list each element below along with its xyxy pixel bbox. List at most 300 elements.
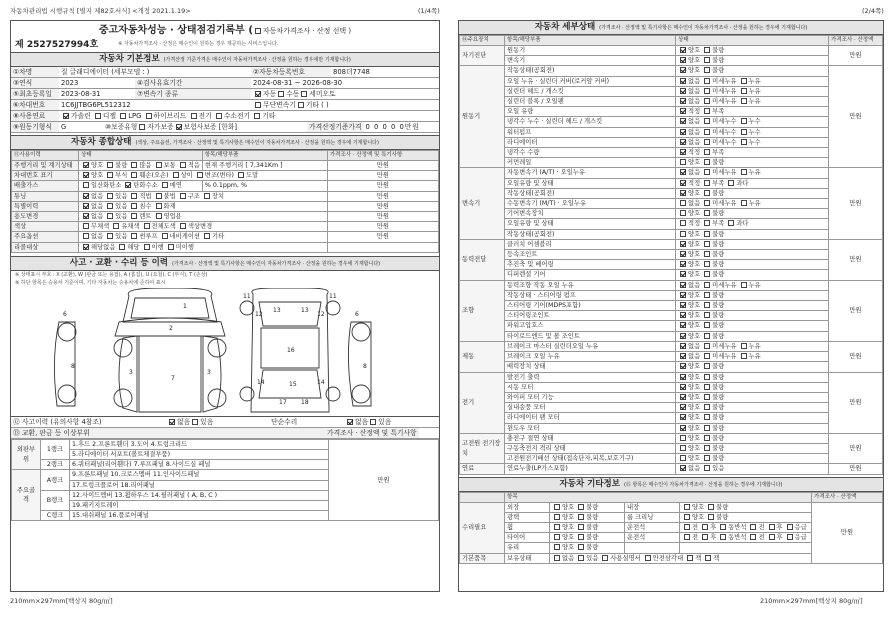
table-row: 자기진단 원동기 양호 불량 만원 xyxy=(460,46,883,56)
checkbox[interactable] xyxy=(680,353,686,359)
checkbox[interactable] xyxy=(144,223,150,229)
detail-table: ⑭주요장치 항목/해당부품 상태 가격조사 · 산정액 자기진단 원동기 양호 불량 만원 변속기 양호 불량 원동기 작동상태(공회전) 양호 불량 만원 오일 누유 · 실린더 커버(로커암 커버) 없음 미세누유 누유 실린더 헤드 / 개스킷 없음 미세누유 누유 실린더 블록 / 오일팬 없음 미세누유 누유 오일 유량 적정 부족 냉각수 누수 · 실린더 헤드 / 개스킷 없음 미세누수 누수 워터펌프 없음 미세누수 누수 라디에이터 없음 미세누수 누수 냉각수 수량 적정 부족 커먼레일 양호 불량 변속기 자동변속기 (A/T) · 오일누유 없음 미세누유 누유 만원 오일유량 및 상태 적정 부족 과다 작동상태(공회전) 양호 불량 수동변속기 (M/T) · 오일누유 없음 미세누유 누유 기어변속장치 양호 불량 오일유량 및 상태 적정 부족 과다 작동상태(공회전) 양호 불량 동력전달 클러치 어셈블리 양호 불량 만원 등속조인트 양호 불량 추진축 및 베어링 양호 불량 디퍼렌셜 기어 양호 불량 조향 동력조향 작동 오일 누유 없음 미세누유 누유 만원 작동상태 · 스티어링 펌프 양호 불량 스티어링 기어(MDPS포함) 양호 불량 스티어링조인트 양호 불량 파워고압호스 양호 불량 타이로드엔드 및 볼 조인트 양호 불량 제동 브레이크 마스터 실린더오일 누유 없음 미세누유 누유 만원 브레이크 오일 누유 없음 미세누유 누유 배력장치 상태 양호 불량 전기 발전기 출력 양호 불량 만원 시동 모터 양호 불량 와이퍼 모터 기능 양호 불량 실내송풍 모터 양호 불량 라디에이터 팬 모터 양호 불량 윈도우 모터 양호 불량 고전원 전기장치 충전구 절연 상태 양호 불량 만원 구동축전지 격리 상태 양호 불량 고전원전기배선 상태(접속단자,피복,보호기구) 양호 불량 연료 연료누출(LP가스포함) 없음 있음 만원 xyxy=(459,35,883,475)
accident-history-label: ⑫ 사고이력 (유의사항 4참조) xyxy=(13,417,102,426)
checkbox[interactable] xyxy=(680,47,686,53)
checkbox[interactable] xyxy=(83,193,89,199)
checkbox[interactable] xyxy=(554,544,560,550)
checkbox[interactable] xyxy=(680,118,686,124)
checkbox[interactable] xyxy=(720,524,726,530)
checkbox[interactable] xyxy=(704,67,710,73)
checkbox[interactable] xyxy=(680,129,686,135)
checkbox[interactable] xyxy=(645,555,651,561)
table-row: 오일유량 및 상태 적정 부족 과다 xyxy=(460,219,883,229)
table-row: 오일 유량 적정 부족 xyxy=(460,107,883,117)
checkbox[interactable] xyxy=(255,28,261,34)
checkbox[interactable] xyxy=(680,445,686,451)
checkbox[interactable] xyxy=(680,312,686,318)
section-title: 사고 · 교환 · 수리 등 이력 xyxy=(69,257,168,268)
checkbox[interactable] xyxy=(131,172,137,178)
checkbox[interactable] xyxy=(704,384,710,390)
legend-text: ※ 상태표시 부호 : X (교환), W (판금 또는 용접), A (흠집), U (요철), C (부식), T (손상) xyxy=(15,271,208,278)
checkbox[interactable] xyxy=(578,524,584,530)
table-row: 수리필요 외장 양호 불량 내장 양호 불량 만원 xyxy=(460,502,883,512)
checkbox[interactable] xyxy=(680,271,686,277)
checkbox[interactable] xyxy=(578,544,584,550)
checkbox[interactable] xyxy=(741,169,747,175)
table-row: 라디에이터 없음 미세누수 누수 xyxy=(460,137,883,147)
checkbox[interactable] xyxy=(131,213,137,219)
section-note: (색상, 주요옵션, 가격조사 · 산정액 및 특기사항은 매수인이 자동차가격조사 · 산정을 원하는 경우에 기재합니다) xyxy=(135,140,379,146)
value: 2023-08-31 xyxy=(61,90,101,98)
svg-text:8: 8 xyxy=(363,362,367,370)
svg-text:17: 17 xyxy=(279,398,287,406)
checkbox[interactable] xyxy=(146,113,152,119)
table-row: 브레이크 오일 누유 없음 미세누유 누유 xyxy=(460,352,883,362)
checkbox[interactable] xyxy=(238,172,244,178)
checkbox[interactable] xyxy=(162,182,168,188)
checkbox[interactable] xyxy=(704,322,710,328)
checkbox[interactable] xyxy=(680,98,686,104)
table-row: 변속기 양호 불량 xyxy=(460,56,883,66)
checkbox[interactable] xyxy=(83,172,89,178)
fuel-option: 전기 xyxy=(198,112,212,120)
checkbox[interactable] xyxy=(578,514,584,520)
section-title: 자동차 기본정보 xyxy=(99,54,160,64)
table-row: 스티어링조인트 양호 불량 xyxy=(460,311,883,321)
checkbox[interactable] xyxy=(741,78,747,84)
notice-text: ※ 자동차가격조사 · 산정은 매수인이 원하는 경우 제공하는 서비스입니다. xyxy=(118,41,279,47)
checkbox[interactable] xyxy=(704,47,710,53)
checkbox[interactable] xyxy=(704,465,710,471)
checkbox[interactable] xyxy=(278,91,284,97)
checkbox[interactable] xyxy=(120,113,126,119)
checkbox[interactable] xyxy=(704,455,710,461)
checkbox[interactable] xyxy=(180,193,186,199)
value: 2024-08-31 ~ 2026-08-30 xyxy=(253,79,343,87)
svg-text:3: 3 xyxy=(207,368,211,376)
section-title: 자동차 세부상태 xyxy=(534,22,596,32)
checkbox[interactable] xyxy=(680,139,686,145)
checkbox[interactable] xyxy=(680,425,686,431)
checkbox[interactable] xyxy=(704,78,710,84)
table-row: 광택 양호 불량 룸 크리닝 양호 불량 xyxy=(460,512,883,522)
checkbox[interactable] xyxy=(168,244,174,250)
section-title: 자동차 기타정보 xyxy=(559,478,620,489)
checkbox[interactable] xyxy=(680,190,686,196)
checkbox[interactable] xyxy=(680,414,686,420)
checkbox[interactable] xyxy=(156,213,162,219)
checkbox[interactable] xyxy=(680,363,686,369)
checkbox[interactable] xyxy=(704,231,710,237)
checkbox[interactable] xyxy=(704,271,710,277)
checkbox[interactable] xyxy=(704,445,710,451)
table-row: 시동 모터 양호 불량 xyxy=(460,382,883,392)
checkbox[interactable] xyxy=(83,213,89,219)
svg-text:8: 8 xyxy=(71,362,75,370)
fuel-options xyxy=(59,111,277,121)
fuel-option: 하이브리드 xyxy=(153,112,187,120)
checkbox[interactable] xyxy=(704,129,710,135)
checkbox[interactable] xyxy=(750,534,756,540)
table-row: 수동변속기 (M/T) · 오일누유 없음 미세누유 누유 xyxy=(460,199,883,209)
table-row: 리콜대상 해당없음 해당 이행 미이행 xyxy=(12,242,439,252)
checkbox[interactable] xyxy=(680,169,686,175)
checkbox[interactable] xyxy=(301,91,307,97)
checkbox[interactable] xyxy=(107,233,113,239)
section-note: (⑮ 항목은 매수인이 자동차가격조사 · 산정을 원하는 경우에 기재합니다) xyxy=(623,481,783,488)
checkbox[interactable] xyxy=(63,113,69,119)
table-row: 주행거리 및 계기상태 양호 불량 많음 보통 적음 현재 주행거리 [ 7,341Km ] 만원 xyxy=(12,161,439,171)
checkbox[interactable] xyxy=(704,220,710,226)
checkbox[interactable] xyxy=(704,343,710,349)
checkbox[interactable] xyxy=(704,200,710,206)
page-1: 중고자동차성능 · 상태점검기록부 ( 자동차가격조사 · 산정 선택 ) 제 2527527994호 ※ 자동차가격조사 · 산정은 매수인이 원하는 경우 제공하는 서비스입니다. 자동차 기본정보 (가격산정 기준가격은 매수인이 자동차가격조사 · 산정을 원하는 경우에만 기재합니다) ①차명 질 글래디에이터 (세부모델 : ) ②자동차등록번호 808더7748 ③연식 2023 ④검사유효기간 2024-08-31 ~ 2026-08-30 ⑤최초등록일 2023-08-31 ⑦변속기 종류 자동 수동 세미오토 ⑥차대번호 1C6JJTBG6PL512312 무단변속기 기타 ( ) ⑧사용연료 가솔린 디젤 LPG 하이브리드 전기 수소전기 기타 ⑨원동기형식 G ⑩보증유형 자가보증 보험사보증 [한화] 가격산정기준가격 0 0 0 0 0만원 자동차 종합상태 (색상, 주요옵션, 가격조사 · 산정액 및 특기사항은 매수인이 자동차가격조사 · 산정을 원하는 경우에 기재합니다) ⑪사용이력 상태 항목/해당부품 가격조사 · 산정액 및 특기사항 주행거리 및 계기상태 양호 불량 많음 보통 적음 현재 주행거리 [ 7,341Km ] 만원 차대번호 표기 양호 부식 훼손(오손) 상이 변조(변타) 도말 만원 배출가스 일산화탄소 탄화수소 매연 % 0.1ppm, % 만원 튜닝 없음 있음 적법 불법 구조 장치 만원 특별이력 없음 있음 침수 화재 만원 용도변경 없음 있음 렌트 영업용 만원 색상 무채색 유채색 전체도색 색상변경 만원 주요옵션 없음 있음 썬루프 네비게이션 기타 만원 리콜대상 해당없음 해당 이행 미이행 사고 · 교환 · 수리 등 이력 (가격조사 · 산정액 및 특기사항은 매수인이 자동차가격조사 · 산정을 원하는 경우에 기재합니다) ※ 상태표시 부호 : X (교환), W (판금 또는 용접), A (흠집), U (요철), C (부식), T (손상) ※ 하단 항목은 승용차 기준이며, 기타 자동차는 승용차에 준하여 표시 1 2 7 3 3 11 11 12 12 13 13 16 15 17 18 14 14 8 8 6 6 ⑫ 사고이력 (유의사항 4참조) 없음 있음 단순수리 없음 있음 ⑬ 교환, 판금 등 이상부위 가격조사 · 산정액 및 특기사항 외판부위 1랭크 1.후드 2.프론트휀더 3.도어 4.트렁크리드 만원 5.라디에이터 서포트(볼트체결부품) 2랭크 6.쿼터패널(리어휀다) 7.루프패널 8.사이드실 패널 주요골격 A랭크 9.프론트패널 10.크로스멤버 11.인사이드패널 17.트렁크플로어 18.리어패널 B랭크 12.사이드멤버 13.휠하우스 14.필러패널 ( A, B, C ) 19.패키지트레이 C랭크 15.대쉬패널 16.플로어패널 xyxy=(10,20,440,592)
checkbox[interactable] xyxy=(684,524,690,530)
checkbox[interactable] xyxy=(741,353,747,359)
label: ⑤최초등록일 xyxy=(11,89,59,99)
checkbox[interactable] xyxy=(680,251,686,257)
table-row: 용도변경 없음 있음 렌트 영업용 만원 xyxy=(12,212,439,222)
table-row: 타이어 양호 불량 운전석 전 후 동반석 전 후 응급 xyxy=(460,533,883,543)
table-row: 변속기 자동변속기 (A/T) · 오일누유 없음 미세누유 누유 만원 xyxy=(460,168,883,178)
checkbox[interactable] xyxy=(95,113,101,119)
car-diagram xyxy=(11,288,439,416)
checkbox[interactable] xyxy=(680,57,686,63)
fuel-option: 수소전기 xyxy=(223,112,251,120)
checkbox[interactable] xyxy=(139,124,145,130)
parts-table: 외판부위 1랭크 1.후드 2.프론트휀더 3.도어 4.트렁크리드 만원 5.라디에이터 서포트(볼트체결부품) 2랭크 6.쿼터패널(리어휀다) 7.루프패널 8.사이드실 패널 주요골격 A랭크 9.프론트패널 10.크로스멤버 11.인사이드패널 17.트렁크플로어 18.리어패널 B랭크 12.사이드멤버 13.휠하우스 14.필러패널 ( A, B, C ) 19.패키지트레이 C랭크 15.대쉬패널 16.플로어패널 xyxy=(11,439,439,522)
svg-text:14: 14 xyxy=(317,378,325,386)
checkbox[interactable] xyxy=(708,514,714,520)
checkbox[interactable] xyxy=(741,129,747,135)
checkbox[interactable] xyxy=(156,162,162,168)
checkbox[interactable] xyxy=(741,200,747,206)
checkbox[interactable] xyxy=(255,91,261,97)
checkbox[interactable] xyxy=(702,524,708,530)
checkbox[interactable] xyxy=(741,282,747,288)
checkbox[interactable] xyxy=(204,193,210,199)
table-row: 고전원전기배선 상태(접속단자,피복,보호기구) 양호 불량 xyxy=(460,454,883,464)
checkbox[interactable] xyxy=(83,203,89,209)
status-table: ⑪사용이력 상태 항목/해당부품 가격조사 · 산정액 및 특기사항 주행거리 및 계기상태 양호 불량 많음 보통 적음 현재 주행거리 [ 7,341Km ] 만원 차대번호 표기 양호 부식 훼손(오손) 상이 변조(변타) 도말 만원 배출가스 일산화탄소 탄화수소 매연 % 0.1ppm, % 만원 튜닝 없음 있음 적법 불법 구조 장치 만원 특별이력 없음 있음 침수 화재 만원 용도변경 없음 있음 렌트 영업용 만원 색상 무채색 유채색 전체도색 색상변경 만원 주요옵션 없음 있음 썬루프 네비게이션 기타 만원 리콜대상 해당없음 해당 이행 미이행 xyxy=(11,150,439,253)
label: ③연식 xyxy=(11,78,59,88)
checkbox[interactable] xyxy=(578,534,584,540)
svg-text:7: 7 xyxy=(171,374,175,382)
checkbox[interactable] xyxy=(680,261,686,267)
checkbox[interactable] xyxy=(680,159,686,165)
label: ①차명 xyxy=(11,67,59,77)
value: 1C6JJTBG6PL512312 xyxy=(61,101,131,109)
checkbox[interactable] xyxy=(107,162,113,168)
section-note: (가격조사 · 산정액 및 특기사항은 매수인이 자동차가격조사 · 산정을 원하는 경우에 기재합니다) xyxy=(172,260,381,267)
checkbox[interactable] xyxy=(107,193,113,199)
table-row: 등속조인트 양호 불량 xyxy=(460,250,883,260)
table-row: 특별이력 없음 있음 침수 화재 만원 xyxy=(12,201,439,211)
etc-table: 항목 가격조사 · 산정액 수리필요 외장 양호 불량 내장 양호 불량 만원 광택 양호 불량 룸 크리닝 양호 불량 휠 양호 불량 운전석 전 후 동반석 전 후 응급 타이어 양호 불량 운전석 전 후 동반석 전 후 응급 유리 양호 불량 기본품목 보유상태 없음 있음 사용설명서 안전삼각대 잭 잭 xyxy=(459,492,883,564)
page-2 xyxy=(458,20,884,592)
checkbox[interactable] xyxy=(704,241,710,247)
table-row: 작동상태 · 스티어링 펌프 양호 불량 xyxy=(460,290,883,300)
table-row: 작동상태(공회전) 양호 불량 xyxy=(460,188,883,198)
svg-text:12: 12 xyxy=(317,310,325,318)
checkbox[interactable] xyxy=(704,394,710,400)
checkbox[interactable] xyxy=(680,78,686,84)
simple-repair-label: 단순수리 xyxy=(271,417,298,426)
checkbox[interactable] xyxy=(741,98,747,104)
checkbox[interactable] xyxy=(554,534,560,540)
checkbox[interactable] xyxy=(680,322,686,328)
table-row: 와이퍼 모터 기능 양호 불량 xyxy=(460,392,883,402)
checkbox[interactable] xyxy=(680,241,686,247)
checkbox[interactable] xyxy=(680,465,686,471)
checkbox[interactable] xyxy=(680,210,686,216)
checkbox[interactable] xyxy=(578,504,584,510)
checkbox[interactable] xyxy=(347,419,353,425)
svg-text:13: 13 xyxy=(301,306,309,314)
value: 2023 xyxy=(61,79,79,87)
checkbox[interactable] xyxy=(750,524,756,530)
checkbox[interactable] xyxy=(180,223,186,229)
checkbox[interactable] xyxy=(107,203,113,209)
checkbox[interactable] xyxy=(83,244,89,250)
table-row: 전기 발전기 출력 양호 불량 만원 xyxy=(460,372,883,382)
checkbox[interactable] xyxy=(741,139,747,145)
checkbox[interactable] xyxy=(680,88,686,94)
svg-text:18: 18 xyxy=(301,398,309,406)
checkbox[interactable] xyxy=(704,363,710,369)
checkbox[interactable] xyxy=(720,534,726,540)
checkbox[interactable] xyxy=(83,223,89,229)
checkbox[interactable] xyxy=(787,534,793,540)
table-row: 파워고압호스 양호 불량 xyxy=(460,321,883,331)
checkbox[interactable] xyxy=(704,139,710,145)
svg-text:12: 12 xyxy=(255,310,263,318)
checkbox[interactable] xyxy=(131,203,137,209)
section-note: (가격조사 · 산정액 및 특기사항은 매수인이 자동차가격조사 · 산정을 원하는 경우에 기재합니다) xyxy=(599,25,808,31)
table-row: 연료 연료누출(LP가스포함) 없음 있음 만원 xyxy=(460,464,883,474)
footer-text: 210mm×297mm[백상지 80g/㎡] xyxy=(760,597,863,605)
svg-text:6: 6 xyxy=(63,310,67,318)
checkbox[interactable] xyxy=(702,534,708,540)
checkbox[interactable] xyxy=(680,220,686,226)
table-row: 윈도우 모터 양호 불량 xyxy=(460,423,883,433)
label: ④검사유효기간 xyxy=(135,78,251,88)
checkbox[interactable] xyxy=(704,312,710,318)
svg-text:1: 1 xyxy=(183,302,187,310)
checkbox[interactable] xyxy=(119,244,125,250)
checkbox[interactable] xyxy=(680,435,686,441)
table-row: 스티어링 기어(MDPS포함) 양호 불량 xyxy=(460,301,883,311)
checkbox[interactable] xyxy=(704,261,710,267)
label: 가격산정기준가격 xyxy=(309,123,362,131)
svg-text:13: 13 xyxy=(273,306,281,314)
value: G xyxy=(61,123,67,131)
table-row: 타이로드엔드 및 볼 조인트 양호 불량 xyxy=(460,331,883,341)
fuel-option: 기타 xyxy=(262,112,276,120)
checkbox[interactable] xyxy=(704,374,710,380)
svg-text:11: 11 xyxy=(329,292,337,300)
footer-text: 210mm×297mm[백상지 80g/㎡] xyxy=(10,597,113,605)
checkbox[interactable] xyxy=(370,419,376,425)
checkbox[interactable] xyxy=(125,182,131,188)
legend-text: ※ 하단 항목은 승용차 기준이며, 기타 자동차는 승용차에 준하여 표시 xyxy=(15,279,166,286)
checkbox[interactable] xyxy=(680,404,686,410)
checkbox[interactable] xyxy=(680,231,686,237)
checkbox[interactable] xyxy=(107,213,113,219)
checkbox[interactable] xyxy=(680,180,686,186)
checkbox[interactable] xyxy=(680,394,686,400)
checkbox[interactable] xyxy=(787,524,793,530)
checkbox[interactable] xyxy=(204,233,210,239)
page-number: (2/4쪽) xyxy=(862,7,884,15)
checkbox[interactable] xyxy=(298,102,304,108)
table-row: 동력전달 클러치 어셈블리 양호 불량 만원 xyxy=(460,239,883,249)
checkbox[interactable] xyxy=(704,404,710,410)
checkbox[interactable] xyxy=(704,108,710,114)
svg-text:15: 15 xyxy=(289,380,297,388)
fuel-option: 디젤 xyxy=(102,112,117,120)
label: ⑧사용연료 xyxy=(11,111,59,121)
checkbox[interactable] xyxy=(704,425,710,431)
checkbox[interactable] xyxy=(741,88,747,94)
checkbox[interactable] xyxy=(704,292,710,298)
table-row: 배력장치 상태 양호 불량 xyxy=(460,362,883,372)
table-row: 유리 양호 불량 xyxy=(460,543,883,553)
checkbox[interactable] xyxy=(704,98,710,104)
checkbox[interactable] xyxy=(680,108,686,114)
checkbox[interactable] xyxy=(769,534,775,540)
checkbox[interactable] xyxy=(83,182,89,188)
table-row: 라디에이터 팬 모터 양호 불량 xyxy=(460,413,883,423)
svg-text:11: 11 xyxy=(243,292,251,300)
checkbox[interactable] xyxy=(554,504,560,510)
checkbox[interactable] xyxy=(131,162,137,168)
checkbox[interactable] xyxy=(176,124,182,130)
checkbox[interactable] xyxy=(687,555,693,561)
checkbox[interactable] xyxy=(704,159,710,165)
checkbox[interactable] xyxy=(156,193,162,199)
checkbox[interactable] xyxy=(704,251,710,257)
page-number: (1/4쪽) xyxy=(418,7,440,15)
table-row: 제동 브레이크 마스터 실린더오일 누유 없음 미세누유 누유 만원 xyxy=(460,341,883,351)
section-title: 자동차 종합상태 xyxy=(71,137,132,147)
checkbox[interactable] xyxy=(255,102,261,108)
checkbox[interactable] xyxy=(216,113,222,119)
checkbox[interactable] xyxy=(180,162,186,168)
checkbox[interactable] xyxy=(704,118,710,124)
checkbox[interactable] xyxy=(131,233,137,239)
table-row: 실내송풍 모터 양호 불량 xyxy=(460,403,883,413)
checkbox[interactable] xyxy=(741,343,747,349)
checkbox[interactable] xyxy=(680,282,686,288)
checkbox[interactable] xyxy=(680,384,686,390)
checkbox[interactable] xyxy=(83,162,89,168)
checkbox[interactable] xyxy=(680,292,686,298)
checkbox[interactable] xyxy=(704,414,710,420)
table-row: 냉각수 수량 적정 부족 xyxy=(460,148,883,158)
checkbox[interactable] xyxy=(162,233,168,239)
checkbox[interactable] xyxy=(704,282,710,288)
checkbox[interactable] xyxy=(680,374,686,380)
checkbox[interactable] xyxy=(680,200,686,206)
checkbox[interactable] xyxy=(728,220,734,226)
checkbox[interactable] xyxy=(113,223,119,229)
table-row: 튜닝 없음 있음 적법 불법 구조 장치 만원 xyxy=(12,191,439,201)
checkbox[interactable] xyxy=(107,172,113,178)
checkbox[interactable] xyxy=(704,302,710,308)
checkbox[interactable] xyxy=(684,504,690,510)
document-number: 제 2527527994호 xyxy=(15,40,99,50)
checkbox[interactable] xyxy=(680,149,686,155)
table-row: 원동기 작동상태(공회전) 양호 불량 만원 xyxy=(460,66,883,76)
checkbox[interactable] xyxy=(680,67,686,73)
checkbox[interactable] xyxy=(578,555,584,561)
checkbox[interactable] xyxy=(708,504,714,510)
table-row: 추진축 및 베어링 양호 불량 xyxy=(460,260,883,270)
checkbox[interactable] xyxy=(704,353,710,359)
checkbox[interactable] xyxy=(704,88,710,94)
checkbox[interactable] xyxy=(144,244,150,250)
checkbox[interactable] xyxy=(704,190,710,196)
fuel-option: LPG xyxy=(128,112,142,120)
checkbox[interactable] xyxy=(680,333,686,339)
value: 질 글래디에이터 (세부모델 : ) xyxy=(61,68,150,76)
table-row: 오일유량 및 상태 적정 부족 과다 xyxy=(460,178,883,188)
checkbox[interactable] xyxy=(704,169,710,175)
checkbox[interactable] xyxy=(684,534,690,540)
checkbox[interactable] xyxy=(554,555,560,561)
table-row: 기본품목 보유상태 없음 있음 사용설명서 안전삼각대 잭 잭 xyxy=(460,553,883,563)
checkbox[interactable] xyxy=(156,203,162,209)
checkbox[interactable] xyxy=(169,419,175,425)
checkbox[interactable] xyxy=(192,419,198,425)
checkbox[interactable] xyxy=(684,514,690,520)
checkbox[interactable] xyxy=(704,149,710,155)
checkbox[interactable] xyxy=(704,57,710,63)
table-row: 기어변속장치 양호 불량 xyxy=(460,209,883,219)
checkbox[interactable] xyxy=(680,455,686,461)
checkbox[interactable] xyxy=(704,333,710,339)
label: ⑥차대번호 xyxy=(11,100,59,110)
checkbox[interactable] xyxy=(83,233,89,239)
checkbox[interactable] xyxy=(173,172,179,178)
table-row: 오일 누유 · 실린더 커버(로커암 커버) 없음 미세누유 누유 xyxy=(460,76,883,86)
svg-text:6: 6 xyxy=(355,310,359,318)
table-row: 커먼레일 양호 불량 xyxy=(460,158,883,168)
checkbox[interactable] xyxy=(705,555,711,561)
table-row: 디퍼렌셜 기어 양호 불량 xyxy=(460,270,883,280)
checkbox[interactable] xyxy=(741,118,747,124)
checkbox[interactable] xyxy=(554,514,560,520)
checkbox[interactable] xyxy=(254,113,260,119)
checkbox[interactable] xyxy=(680,343,686,349)
checkbox[interactable] xyxy=(197,172,203,178)
checkbox[interactable] xyxy=(680,302,686,308)
svg-text:2: 2 xyxy=(169,324,173,332)
checkbox[interactable] xyxy=(769,524,775,530)
checkbox[interactable] xyxy=(728,180,734,186)
checkbox[interactable] xyxy=(554,524,560,530)
table-row: 주요옵션 없음 있음 썬루프 네비게이션 기타 만원 xyxy=(12,232,439,242)
checkbox[interactable] xyxy=(704,210,710,216)
svg-text:14: 14 xyxy=(257,378,265,386)
checkbox[interactable] xyxy=(131,193,137,199)
checkbox[interactable] xyxy=(191,113,197,119)
checkbox[interactable] xyxy=(704,180,710,186)
checkbox[interactable] xyxy=(704,435,710,441)
checkbox[interactable] xyxy=(602,555,608,561)
svg-text:3: 3 xyxy=(129,368,133,376)
